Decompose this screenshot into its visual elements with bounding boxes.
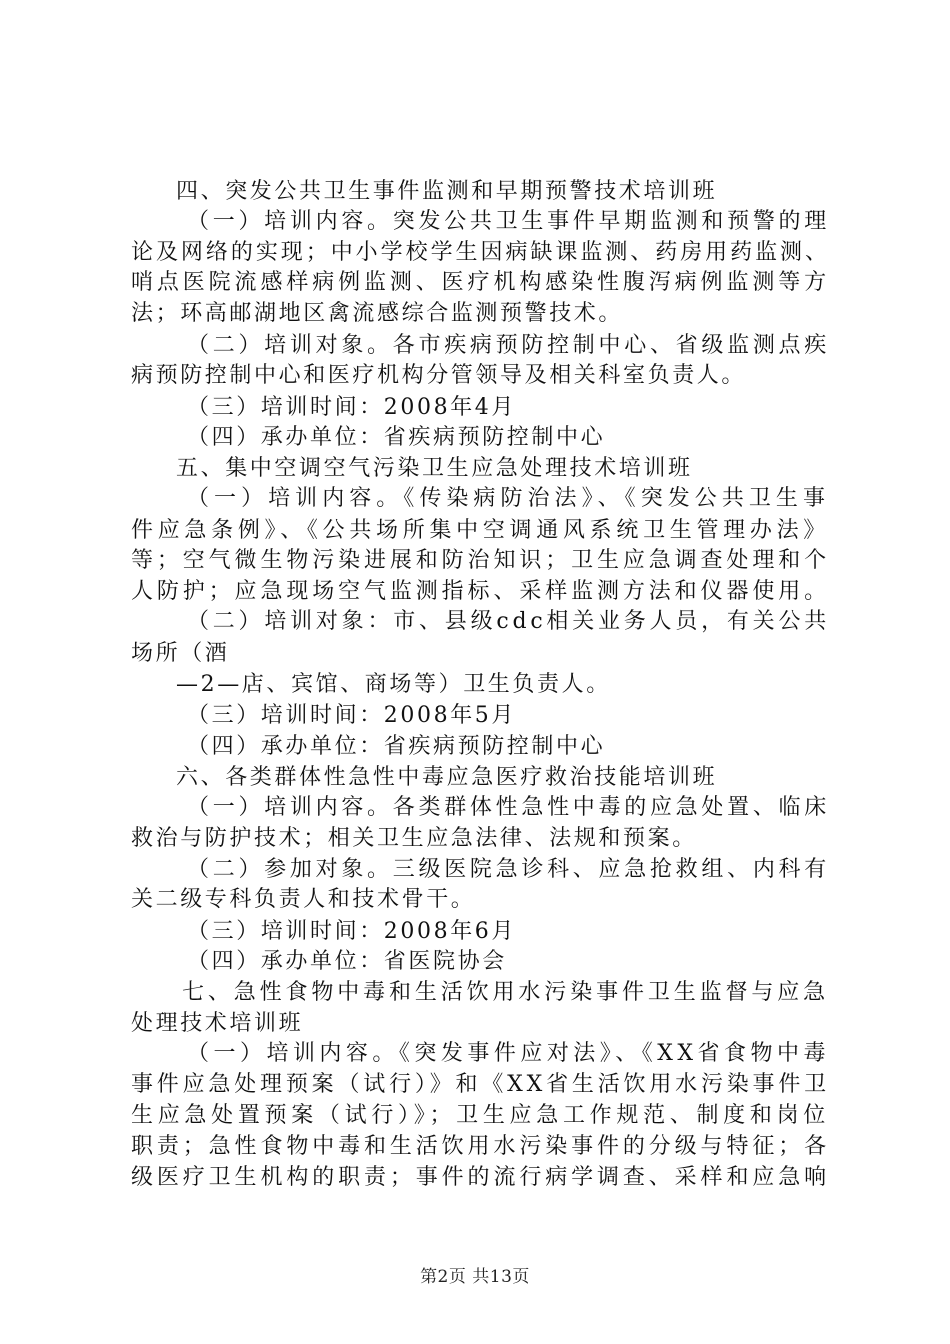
text-line: 五、集中空调空气污染卫生应急处理技术培训班 (176, 456, 693, 481)
text-line: （三）培训时间：2008年6月 (187, 919, 516, 944)
text-line: 级医疗卫生机构的职责；事件的流行病学调查、采样和应急响 (131, 1165, 830, 1190)
page-footer: 第2页 共13页 (420, 1267, 530, 1287)
text-line: 哨点医院流感样病例监测、医疗机构感染性腹泻病例监测等方 (131, 270, 830, 295)
text-line: 件应急条例》、《公共场所集中空调通风系统卫生管理办法》 (131, 518, 830, 543)
text-line: （一）培训内容。各类群体性急性中毒的应急处置、临床 (187, 795, 830, 820)
text-line: （四）承办单位：省疾病预防控制中心 (187, 425, 606, 450)
text-line: 论及网络的实现；中小学校学生因病缺课监测、药房用药监测、 (131, 240, 830, 265)
text-line: （一）培训内容。《传染病防治法》、《突发公共卫生事 (187, 486, 830, 511)
text-line: —2—店、宾馆、商场等）卫生负责人。 (176, 672, 611, 697)
text-line: （二）培训对象。各市疾病预防控制中心、省级监测点疾 (187, 333, 830, 358)
text-line: 事件应急处理预案（试行）》和《XX省生活饮用水污染事件卫 (131, 1072, 830, 1097)
text-line: （二）参加对象。三级医院急诊科、应急抢救组、内科有 (187, 857, 830, 882)
text-line: 关二级专科负责人和技术骨干。 (131, 887, 476, 912)
text-line: 处理技术培训班 (131, 1011, 304, 1036)
text-line: 六、各类群体性急性中毒应急医疗救治技能培训班 (176, 765, 718, 790)
text-line: 生应急处置预案（试行）》；卫生应急工作规范、制度和岗位 (131, 1103, 830, 1128)
text-line: 法；环高邮湖地区禽流感综合监测预警技术。 (131, 301, 624, 326)
text-line: 等；空气微生物污染进展和防治知识；卫生应急调查处理和个 (131, 548, 830, 573)
text-line: （三）培训时间：2008年5月 (187, 703, 516, 728)
text-line: 病预防控制中心和医疗机构分管领导及相关科室负责人。 (131, 363, 747, 388)
text-line: 职责；急性食物中毒和生活饮用水污染事件的分级与特征；各 (131, 1134, 830, 1159)
text-line: （四）承办单位：省疾病预防控制中心 (187, 734, 606, 759)
text-line: 人防护；应急现场空气监测指标、采样监测方法和仪器使用。 (131, 579, 830, 604)
text-line: 七、急性食物中毒和生活饮用水污染事件卫生监督与应急 (182, 980, 829, 1005)
text-line: （一）培训内容。《突发事件应对法》、《XX省食物中毒 (187, 1041, 830, 1066)
text-line: 救治与防护技术；相关卫生应急法律、法规和预案。 (131, 826, 697, 851)
text-line: 场所（酒 (131, 641, 230, 666)
text-line: （二）培训对象：市、县级cdc相关业务人员，有关公共 (187, 609, 830, 634)
text-line: （四）承办单位：省医院协会 (187, 949, 507, 974)
text-line: 四、突发公共卫生事件监测和早期预警技术培训班 (176, 179, 718, 204)
text-line: （一）培训内容。突发公共卫生事件早期监测和预警的理 (187, 209, 830, 234)
text-line: （三）培训时间：2008年4月 (187, 395, 516, 420)
